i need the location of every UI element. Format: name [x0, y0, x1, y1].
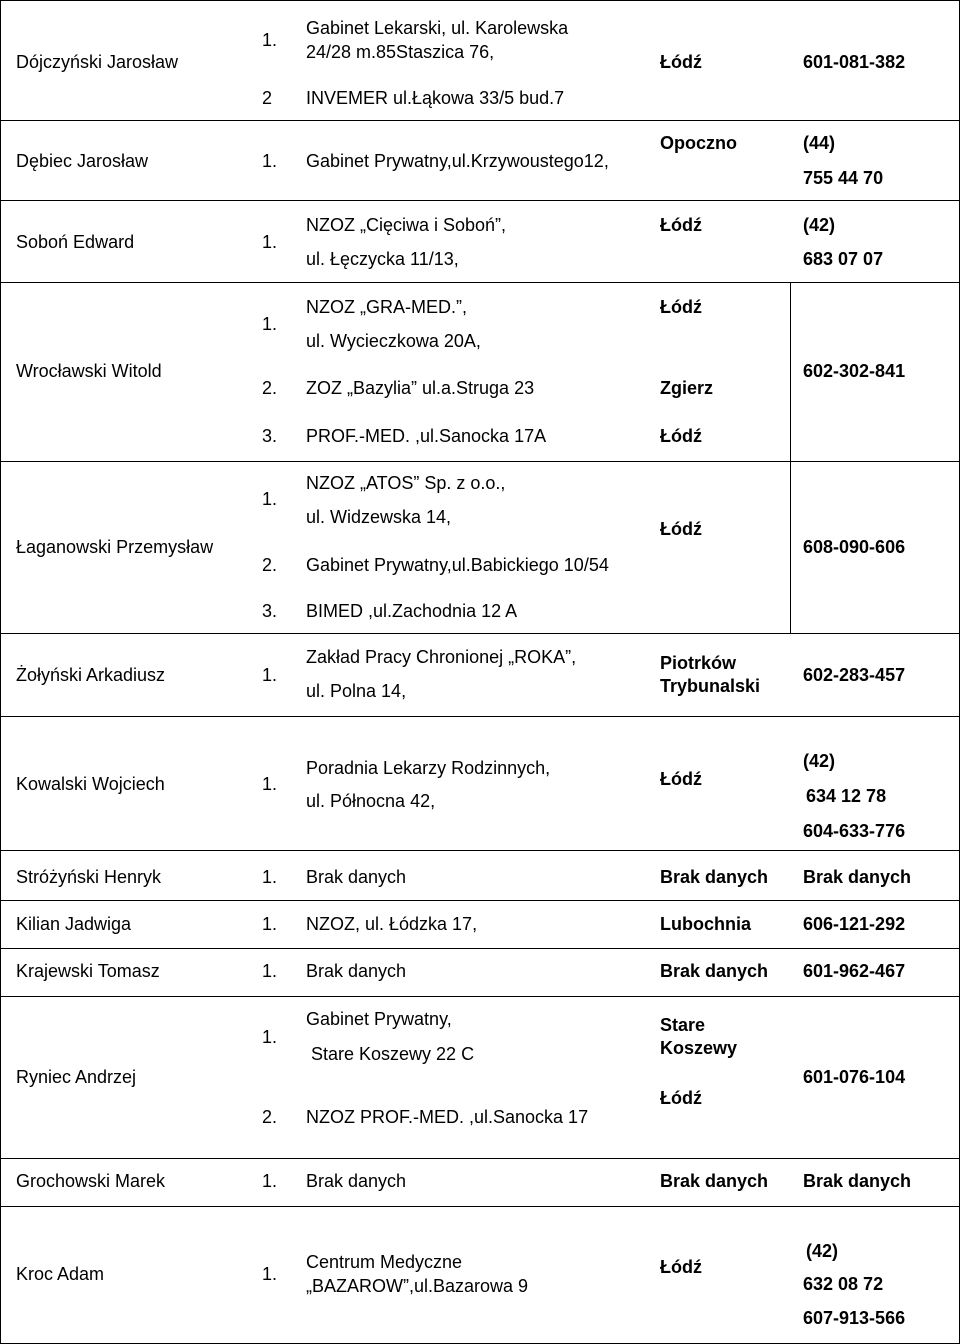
phone: 606-121-292 [803, 914, 906, 934]
row-divider [0, 996, 960, 997]
address-line: INVEMER ul.Łąkowa 33/5 bud.7 [306, 88, 565, 108]
row-divider [0, 900, 960, 901]
address-line: NZOZ „GRA-MED.”, [306, 297, 467, 317]
person-name: Kroc Adam [16, 1264, 105, 1284]
row-divider [0, 948, 960, 949]
city: Koszewy [660, 1038, 738, 1058]
phone: (42) [806, 1241, 839, 1261]
city: Brak danych [660, 1171, 769, 1191]
entry-number: 1. [262, 961, 278, 981]
person-name: Wrocławski Witold [16, 361, 162, 381]
phone: 683 07 07 [803, 249, 884, 269]
row-divider [0, 716, 960, 717]
entry-number: 1. [262, 489, 278, 509]
address-line: PROF.-MED. ,ul.Sanocka 17A [306, 426, 547, 446]
person-name: Żołyński Arkadiusz [16, 665, 166, 685]
entry-number: 1. [262, 151, 278, 171]
city: Łódź [660, 215, 702, 235]
address-line: „BAZAROW”,ul.Bazarowa 9 [306, 1276, 529, 1296]
person-name: Ryniec Andrzej [16, 1067, 137, 1087]
address-line: NZOZ, ul. Łódzka 17, [306, 914, 478, 934]
address-line: Zakład Pracy Chronionej „ROKA”, [306, 647, 577, 667]
address-line: NZOZ PROF.-MED. ,ul.Sanocka 17 [306, 1107, 589, 1127]
phone: (42) [803, 751, 836, 771]
entry-number: 1. [262, 1027, 278, 1047]
phone: 755 44 70 [803, 168, 884, 188]
row-divider [0, 1206, 960, 1207]
city: Zgierz [660, 378, 714, 398]
person-name: Soboń Edward [16, 232, 135, 252]
phone: 604-633-776 [803, 821, 906, 841]
person-name: Łaganowski Przemysław [16, 537, 214, 557]
entry-number: 1. [262, 1264, 278, 1284]
phone: 601-081-382 [803, 52, 906, 72]
address-line: Poradnia Lekarzy Rodzinnych, [306, 758, 551, 778]
city: Łódź [660, 297, 702, 317]
city: Opoczno [660, 133, 737, 153]
address-line: Brak danych [306, 867, 407, 887]
entry-number: 1. [262, 867, 278, 887]
entry-number: 1. [262, 774, 278, 794]
address-line: Stare Koszewy 22 C [311, 1044, 475, 1064]
person-name: Dębiec Jarosław [16, 151, 149, 171]
entry-number: 2 [262, 88, 273, 108]
row-divider [0, 120, 960, 121]
city: Łódź [660, 1257, 702, 1277]
phone: Brak danych [803, 867, 912, 887]
city: Stare [660, 1015, 706, 1035]
city: Łódź [660, 519, 702, 539]
entry-number: 1. [262, 30, 278, 50]
person-name: Kilian Jadwiga [16, 914, 132, 934]
address-line: ul. Wycieczkowa 20A, [306, 331, 481, 351]
row-divider [0, 461, 960, 462]
phone: 601-962-467 [803, 961, 906, 981]
column-divider [790, 461, 791, 633]
person-name: Dójczyński Jarosław [16, 52, 179, 72]
phone: 632 08 72 [803, 1274, 884, 1294]
entry-number: 3. [262, 426, 278, 446]
column-divider [790, 282, 791, 461]
address-line: Brak danych [306, 961, 407, 981]
phone: (42) [803, 215, 836, 235]
row-divider [0, 633, 960, 634]
row-divider [0, 282, 960, 283]
address-line: Gabinet Lekarski, ul. Karolewska [306, 18, 569, 38]
entry-number: 1. [262, 665, 278, 685]
address-line: 24/28 m.85Staszica 76, [306, 42, 495, 62]
city: Trybunalski [660, 676, 761, 696]
entry-number: 2. [262, 1107, 278, 1127]
row-divider [0, 1158, 960, 1159]
person-name: Stróżyński Henryk [16, 867, 162, 887]
city: Brak danych [660, 961, 769, 981]
address-line: ZOZ „Bazylia” ul.a.Struga 23 [306, 378, 535, 398]
row-divider [0, 850, 960, 851]
address-line: Brak danych [306, 1171, 407, 1191]
city: Łódź [660, 1088, 702, 1108]
entry-number: 1. [262, 914, 278, 934]
address-line: ul. Łęczycka 11/13, [306, 249, 459, 269]
city: Piotrków [660, 653, 737, 673]
person-name: Krajewski Tomasz [16, 961, 160, 981]
phone: (44) [803, 133, 836, 153]
entry-number: 1. [262, 314, 278, 334]
address-line: Gabinet Prywatny,ul.Krzywoustego12, [306, 151, 609, 171]
entry-number: 3. [262, 601, 278, 621]
phone: Brak danych [803, 1171, 912, 1191]
phone: 634 12 78 [806, 786, 887, 806]
phone: 601-076-104 [803, 1067, 906, 1087]
city: Łódź [660, 769, 702, 789]
person-name: Kowalski Wojciech [16, 774, 165, 794]
address-line: NZOZ „ATOS” Sp. z o.o., [306, 473, 506, 493]
address-line: BIMED ,ul.Zachodnia 12 A [306, 601, 518, 621]
entry-number: 1. [262, 1171, 278, 1191]
address-line: ul. Polna 14, [306, 681, 407, 701]
phone: 602-302-841 [803, 361, 906, 381]
city: Łódź [660, 426, 702, 446]
phone: 607-913-566 [803, 1308, 906, 1328]
address-line: ul. Widzewska 14, [306, 507, 452, 527]
address-line: Gabinet Prywatny,ul.Babickiego 10/54 [306, 555, 609, 575]
address-line: Centrum Medyczne [306, 1252, 463, 1272]
city: Łódź [660, 52, 702, 72]
city: Lubochnia [660, 914, 751, 934]
address-line: NZOZ „Cięciwa i Soboń”, [306, 215, 507, 235]
city: Brak danych [660, 867, 769, 887]
entry-number: 1. [262, 232, 278, 252]
phone: 602-283-457 [803, 665, 906, 685]
entry-number: 2. [262, 555, 278, 575]
phone: 608-090-606 [803, 537, 906, 557]
row-divider [0, 200, 960, 201]
entry-number: 2. [262, 378, 278, 398]
row-divider [0, 0, 960, 1]
person-name: Grochowski Marek [16, 1171, 166, 1191]
column-divider [0, 0, 1, 1344]
address-line: ul. Północna 42, [306, 791, 436, 811]
address-line: Gabinet Prywatny, [306, 1009, 452, 1029]
